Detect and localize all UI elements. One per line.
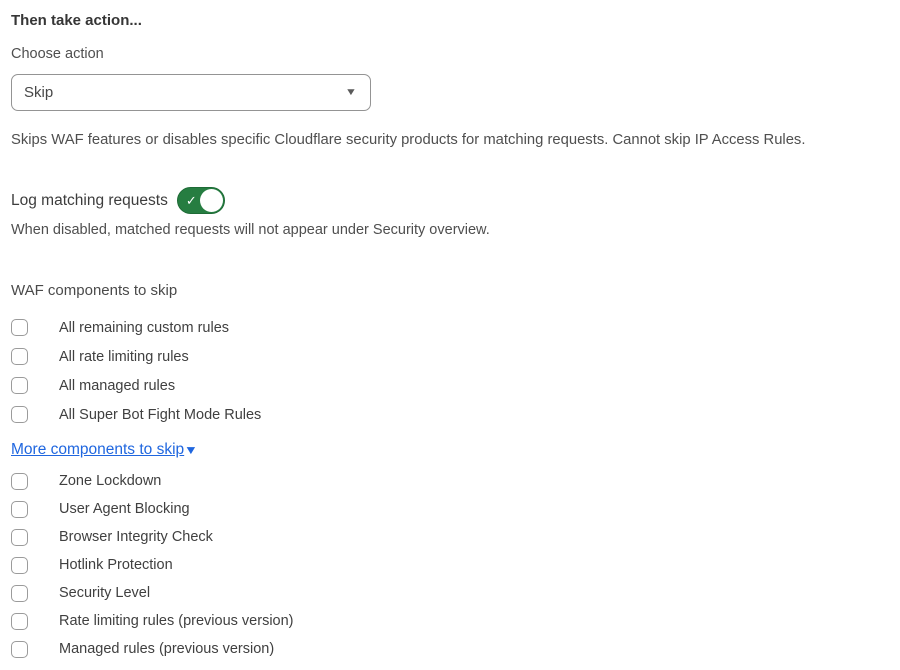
checkbox-row[interactable] <box>11 635 889 663</box>
checkbox-label: Security Level <box>59 585 151 601</box>
select-value: Skip <box>24 84 54 101</box>
checkbox-label: All Super Bot Fight Mode Rules <box>59 406 262 423</box>
checkbox-row[interactable] <box>11 551 889 579</box>
checkbox[interactable] <box>11 613 28 630</box>
checkbox-row[interactable] <box>11 400 889 429</box>
checkbox-label: Rate limiting rules (previous version) <box>59 613 294 629</box>
checkbox[interactable] <box>11 501 28 518</box>
checkbox[interactable] <box>11 473 28 490</box>
checkbox[interactable] <box>11 377 28 394</box>
checkbox[interactable] <box>11 557 28 574</box>
log-toggle-label: Log matching requests <box>11 191 168 209</box>
checkbox-row[interactable] <box>11 467 889 495</box>
chevron-down-icon: ▼ <box>344 87 358 98</box>
more-components-list <box>11 467 889 663</box>
action-description: Skips WAF features or disables specific Cloudflare security products for matching requests. Cannot skip IP Access Rules. <box>11 132 806 148</box>
checkbox-label: All rate limiting rules <box>59 348 189 365</box>
section-title: Then take action... <box>11 12 142 29</box>
checkbox-label: Hotlink Protection <box>59 557 173 573</box>
toggle-knob <box>200 189 223 212</box>
checkbox[interactable] <box>11 641 28 658</box>
checkbox-label: Browser Integrity Check <box>59 529 213 545</box>
more-components-link[interactable]: More components to skip <box>11 441 185 458</box>
checkbox-label: User Agent Blocking <box>59 501 190 517</box>
checkbox-label: All managed rules <box>59 377 176 394</box>
more-components-row <box>11 440 889 460</box>
checkbox-label: Managed rules (previous version) <box>59 641 275 657</box>
waf-components-title: WAF components to skip <box>11 282 178 299</box>
checkbox[interactable] <box>11 529 28 546</box>
checkbox-row[interactable] <box>11 495 889 523</box>
checkbox[interactable] <box>11 406 28 423</box>
log-matching-requests-toggle[interactable] <box>177 187 225 214</box>
checkbox[interactable] <box>11 585 28 602</box>
check-icon: ✓ <box>185 192 197 208</box>
checkbox-label: Zone Lockdown <box>59 473 162 489</box>
waf-components-list <box>11 313 889 429</box>
log-toggle-row <box>11 187 889 214</box>
checkbox-label: All remaining custom rules <box>59 319 230 336</box>
log-toggle-help: When disabled, matched requests will not appear under Security overview. <box>11 222 490 238</box>
checkbox-row[interactable] <box>11 313 889 342</box>
checkbox-row[interactable] <box>11 579 889 607</box>
chevron-down-icon: ▼ <box>183 443 199 457</box>
choose-action-label: Choose action <box>11 46 104 62</box>
checkbox[interactable] <box>11 319 28 336</box>
checkbox-row[interactable] <box>11 342 889 371</box>
checkbox-row[interactable] <box>11 607 889 635</box>
choose-action-select[interactable] <box>11 74 371 111</box>
checkbox-row[interactable] <box>11 371 889 400</box>
checkbox[interactable] <box>11 348 28 365</box>
checkbox-row[interactable] <box>11 523 889 551</box>
